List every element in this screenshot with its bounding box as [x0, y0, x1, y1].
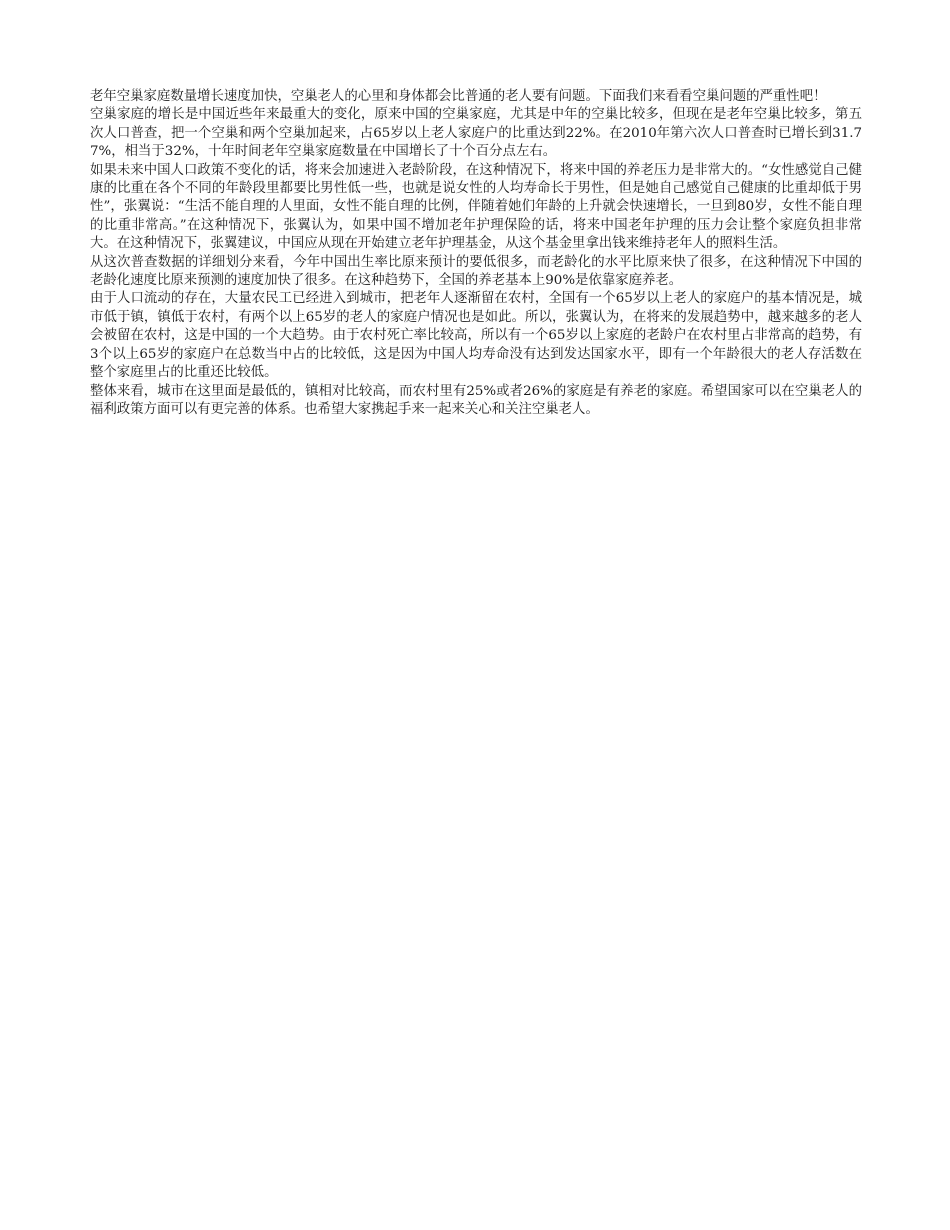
paragraph-census: 从这次普查数据的详细划分来看，今年中国出生率比原来预计的要低很多，而老龄化的水平比原来快了很多，在这种情况下中国的老龄化速度比原来预测的速度加快了很多。在这种趋势下，全国的养老基本上90%是依靠家庭养老。: [90, 254, 862, 289]
document-body: [90, 88, 862, 419]
paragraph-conclusion: 整体来看，城市在这里面是最低的，镇相对比较高，而农村里有25%或者26%的家庭是有养老的家庭。希望国家可以在空巢老人的福利政策方面可以有更完善的体系。也希望大家携起手来一起来关心和关注空巢老人。: [90, 383, 862, 417]
paragraph-policy: 如果未来中国人口政策不变化的话，将来会加速进入老龄阶段，在这种情况下，将来中国的养老压力是非常大的。“女性感觉自己健康的比重在各个不同的年龄段里都要比男性低一些，也就是说女性的人均寿命长于男性，但是她自己感觉自己健康的比重却低于男性”，张翼说：“生活不能自理的人里面，女性不能自理的比例，伴随着她们年龄的上升就会快速增长，一旦到80岁，女性不能自理的比重非常高。”在这种情况下，张翼认为，如果中国不增加老年护理保险的话，将来中国老年护理的压力会让整个家庭负担非常大。在这种情况下，张翼建议，中国应从现在开始建立老年护理基金，从这个基金里拿出钱来维持老年人的照料生活。: [90, 162, 862, 252]
paragraph-migration: 由于人口流动的存在，大量农民工已经进入到城市，把老年人逐渐留在农村，全国有一个65岁以上老人的家庭户的基本情况是，城市低于镇，镇低于农村，有两个以上65岁的老人的家庭户情况也是如此。所以，张翼认为，在将来的发展趋势中，越来越多的老人会被留在农村，这是中国的一个大趋势。由于农村死亡率比较高，所以有一个65岁以上家庭的老龄户在农村里占非常高的趋势，有3个以上65岁的家庭户在总数当中占的比较低，这是因为中国人均寿命没有达到发达国家水平，即有一个年龄很大的老人存活数在整个家庭里占的比重还比较低。: [90, 291, 862, 381]
paragraph-growth: 空巢家庭的增长是中国近些年来最重大的变化，原来中国的空巢家庭，尤其是中年的空巢比较多，但现在是老年空巢比较多，第五次人口普查，把一个空巢和两个空巢加起来，占65岁以上老人家庭户的比重达到22%。在2010年第六次人口普查时已增长到31.77%，相当于32%，十年时间老年空巢家庭数量在中国增长了十个百分点左右。: [90, 107, 862, 160]
paragraph-intro: 老年空巢家庭数量增长速度加快，空巢老人的心里和身体都会比普通的老人要有问题。下面我们来看看空巢问题的严重性吧！: [90, 89, 827, 104]
